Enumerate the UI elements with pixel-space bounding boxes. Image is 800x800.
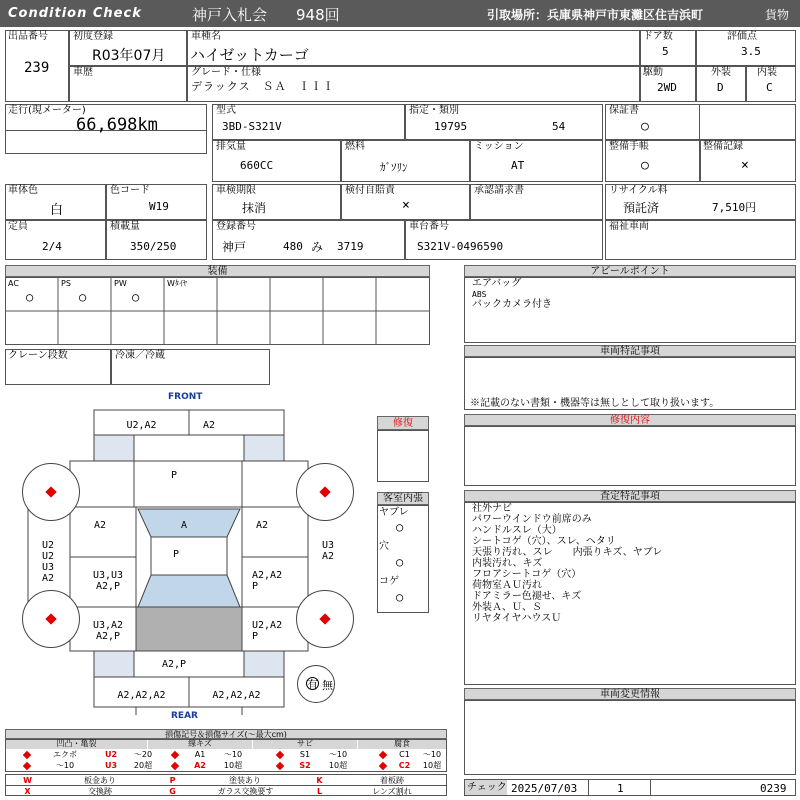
right-a-pillar <box>242 507 308 557</box>
wheel-front-left <box>22 463 80 521</box>
mark-hood: P <box>170 470 178 481</box>
legend-group-1: 凹凸・亀裂 <box>6 740 147 749</box>
legend-w-code: W <box>23 776 32 785</box>
pickup-location: 引取場所：兵庫県神戸市東灘区住吉浜町 <box>487 8 704 22</box>
regno-kana: み <box>311 240 324 254</box>
equip-pw-mark: ○ <box>132 290 140 304</box>
fuel-value: ｶﾞｿﾘﾝ <box>380 161 408 174</box>
legend-x-code: X <box>24 787 31 796</box>
legend-row1-8: C1 <box>399 750 410 759</box>
wheel-damage-icon <box>45 486 56 497</box>
legend-row1-1: エクボ <box>53 750 77 759</box>
color-code-value: W19 <box>149 200 169 213</box>
repair-detail-box <box>464 426 796 486</box>
vehicle-name: ハイゼットカーゴ <box>190 46 309 64</box>
equipment-grid <box>5 277 430 345</box>
wheel-rear-right <box>296 590 354 648</box>
legend-g-code: G <box>169 787 176 796</box>
change-header: 車両変更情報 <box>464 688 796 700</box>
interior-hole-label: 穴 <box>379 541 389 552</box>
mark-tail: A2,P <box>161 659 187 670</box>
mileage-value: 66,698km <box>76 115 158 135</box>
model-value: 3BD-S321V <box>222 120 282 133</box>
mark-bottom-right: A2,A2,A2 <box>212 690 261 701</box>
drive-value: 2WD <box>657 81 677 94</box>
session-number: 948回 <box>296 6 340 24</box>
mark-bottom-left: A2,A2,A2 <box>117 690 166 701</box>
left-a-pillar <box>70 507 136 557</box>
rear-label: REAR <box>171 711 198 721</box>
displacement-value: 660CC <box>240 159 274 172</box>
history-label: 車歴 <box>73 67 93 78</box>
interior-header: 客室内張 <box>377 492 429 505</box>
legend-row1-5: 〜10 <box>223 750 243 759</box>
check-id: 0239 <box>760 782 787 795</box>
note-line-4: シートコゲ（穴）、スレ、ヘタリ <box>472 536 616 547</box>
wheel-damage-icon <box>319 613 330 624</box>
freezer-label: 冷凍／冷蔵 <box>115 350 165 361</box>
warranty-value: ○ <box>641 119 649 134</box>
note-line-3: ハンドルスレ（大） <box>472 525 562 536</box>
warranty-divider <box>699 104 700 140</box>
legend-row2-6: S2 <box>299 761 311 770</box>
wheel-damage-icon <box>319 486 330 497</box>
mission-value: AT <box>511 159 525 172</box>
equip-ps-mark: ○ <box>79 290 87 304</box>
check-date: 2025/07/03 <box>511 782 578 795</box>
interior-tear-label: ヤブレ <box>379 507 409 518</box>
recycle-status: 預託済 <box>623 201 660 215</box>
left-fender-front <box>70 461 136 507</box>
legend-group-2: 線キズ <box>148 740 252 749</box>
mark-right-side: U3 A2 <box>321 540 335 562</box>
crane-label: クレーン段数 <box>8 350 68 361</box>
check-count: 1 <box>617 782 624 795</box>
appeal-line-3: バックカメラ付き <box>472 299 552 310</box>
color-code-label: 色コード <box>110 185 150 196</box>
legend-p-text: 塗装あり <box>229 776 261 785</box>
equip-wtire-label: Wﾀｲﾔ <box>167 279 187 288</box>
interior-burn-mark: ○ <box>396 590 404 604</box>
mark-left-side: U2 U2 U3 A2 <box>41 540 55 584</box>
mark-right-a: A2 <box>255 520 269 531</box>
appeal-line-1: エアバッグ <box>472 278 522 289</box>
interior-burn-label: コゲ <box>379 576 399 587</box>
interior-hole-mark: ○ <box>396 555 404 569</box>
mission-label: ミッション <box>474 141 524 152</box>
note-line-6: 内装汚れ、キズ <box>472 558 543 569</box>
legend-row1-2: U2 <box>104 750 118 759</box>
footer-divider-2 <box>650 779 651 796</box>
legend-g-text: ガラス交換要す <box>217 787 274 796</box>
wheel-damage-icon <box>45 613 56 624</box>
designation-label: 指定・類別 <box>409 105 459 116</box>
legend-l-code: L <box>316 787 323 796</box>
inspection-notes-header: 査定特記事項 <box>464 490 796 502</box>
welfare-label: 福祉車両 <box>609 221 649 232</box>
mark-top-left: U2,A2 <box>126 420 157 431</box>
appeal-header: アピールポイント <box>464 265 796 277</box>
spare-none: 無 <box>322 679 333 692</box>
auction-name: 神戸入札会 <box>192 6 268 24</box>
score-label: 評価点 <box>727 31 757 42</box>
legend-row2-5: 10超 <box>223 761 243 770</box>
note-line-10: 外装Ａ、Ｕ、Ｓ <box>472 602 542 613</box>
legend-row1-9: 〜10 <box>422 750 442 759</box>
legend-row2-3: 20超 <box>133 761 153 770</box>
inspection-label: 車検期限 <box>216 185 256 196</box>
legend-row2-2: U3 <box>104 761 118 770</box>
model-label: 型式 <box>216 105 236 116</box>
mark-left-a: A2 <box>93 520 107 531</box>
mark-left-door-2: U3,A2 A2,P <box>92 620 124 642</box>
front-left-corner <box>94 435 134 461</box>
legend-k-text: 着板跡 <box>380 776 404 785</box>
name-label: 車種名 <box>191 31 221 42</box>
equip-ac-mark: ○ <box>26 290 34 304</box>
equip-ps-label: PS <box>61 279 71 288</box>
ext-label: 外装 <box>711 67 731 78</box>
legend-group-3: サビ <box>253 740 357 749</box>
reg-label: 初度登録 <box>73 31 113 42</box>
first-registration: R03年07月 <box>92 48 166 64</box>
capacity-label: 定員 <box>8 221 28 232</box>
mileage-label: 走行(現メーター) <box>8 105 86 116</box>
doors-value: 5 <box>662 45 669 58</box>
designation-value: 19795 <box>434 120 468 133</box>
legend-p-code: P <box>169 776 176 785</box>
legend-group-4: 腐食 <box>358 740 446 749</box>
legend-row2-9: 10超 <box>422 761 442 770</box>
legend-row1-7: 〜10 <box>328 750 348 759</box>
legend-row1-3: 〜20 <box>133 750 153 759</box>
ext-value: D <box>717 81 724 94</box>
category-number: 54 <box>552 120 566 133</box>
equip-ac-label: AC <box>8 279 19 288</box>
note-line-2: パワーウインドウ前席のみ <box>472 514 592 525</box>
mark-windshield: A <box>180 520 188 531</box>
legend-bottom-divider <box>5 785 447 786</box>
drive-label: 駆動 <box>643 67 663 78</box>
grade-value: デラックス ＳＡ ＩＩＩ <box>191 80 335 93</box>
legend-row2-8: C2 <box>398 761 411 770</box>
note-line-7: フロアシートコゲ（穴） <box>472 569 582 580</box>
doors-label: ドア数 <box>643 31 673 42</box>
repair-detail-header: 修復内容 <box>464 414 796 426</box>
footer-divider-1 <box>588 779 589 796</box>
repair-header: 修復 <box>377 416 429 430</box>
mark-roof: P <box>172 549 180 560</box>
check-label: チェック <box>467 782 507 793</box>
front-grille <box>134 435 244 461</box>
note-line-8: 荷物室ＡＵ汚れ <box>472 580 542 591</box>
legend-row2-4: A2 <box>194 761 206 770</box>
mark-right-door-1: A2,A2 P <box>252 570 283 592</box>
legend-row2-7: 10超 <box>328 761 348 770</box>
lot-label: 出品番号 <box>8 31 48 42</box>
color-label: 車体色 <box>8 185 38 196</box>
note-line-5: 天張り汚れ、スレ 内張りキズ、ヤブレ <box>472 547 663 558</box>
regno-number: 3719 <box>337 240 364 253</box>
interior-tear-mark: ○ <box>396 520 404 534</box>
int-label: 内装 <box>757 67 777 78</box>
legend-k-code: K <box>316 776 323 785</box>
int-value: C <box>766 81 773 94</box>
wheel-rear-left <box>22 590 80 648</box>
wheel-front-right <box>296 463 354 521</box>
fuel-label: 燃料 <box>345 141 365 152</box>
note-line-9: ドアミラー色褪せ、キズ <box>472 591 582 602</box>
equipment-header: 装備 <box>5 265 430 277</box>
load-label: 積載量 <box>110 221 140 232</box>
front-right-corner <box>244 435 284 461</box>
mark-top-right: A2 <box>202 420 216 431</box>
rear-right-corner <box>244 651 284 677</box>
chassis-value: S321V-0496590 <box>417 240 504 253</box>
special-note: ※記載のない書類・機器等は無しとして取り扱います。 <box>470 398 720 409</box>
appeal-line-2: ABS <box>472 290 487 299</box>
insurance-value: × <box>402 198 410 213</box>
change-box <box>464 700 796 775</box>
lot-number: 239 <box>24 60 50 76</box>
displacement-label: 排気量 <box>216 141 246 152</box>
legend-l-text: レンズ割れ <box>372 787 412 796</box>
special-header: 車両特記事項 <box>464 345 796 357</box>
chassis-label: 車台番号 <box>409 221 449 232</box>
grade-label: グレード・仕様 <box>191 67 261 78</box>
legend-w-text: 板金あり <box>84 776 116 785</box>
capacity-value: 2/4 <box>42 240 62 253</box>
score-value: 3.5 <box>741 45 761 58</box>
color-value: 白 <box>50 203 64 218</box>
rear-left-corner <box>94 651 134 677</box>
legend-row2-1: 〜10 <box>55 761 75 770</box>
brand-title: Condition Check <box>8 6 142 21</box>
legend-header: 損傷記号＆損傷サイズ(〜最大cm) <box>5 729 447 739</box>
legend-x-text: 交換跡 <box>88 787 112 796</box>
rear-glass <box>138 575 240 607</box>
regno-label: 登録番号 <box>216 221 256 232</box>
insurance-label: 検付自賠責 <box>345 185 395 196</box>
record-value: × <box>741 158 749 173</box>
note-line-11: リヤタイヤハウスＵ <box>472 613 562 624</box>
legend-row1-4: A1 <box>194 750 206 759</box>
approval-label: 承認請求書 <box>474 185 524 196</box>
mark-right-door-2: U2,A2 P <box>252 620 283 642</box>
equip-pw-label: PW <box>114 279 127 288</box>
manual-value: ○ <box>641 158 649 173</box>
note-line-1: 社外ナビ <box>472 503 512 514</box>
repair-box <box>377 430 429 482</box>
warranty-label: 保証書 <box>609 105 639 116</box>
vehicle-category: 貨物 <box>765 8 790 22</box>
spare-present: 有 <box>307 678 318 691</box>
legend-row1-6: S1 <box>299 750 311 759</box>
front-label: FRONT <box>168 392 203 402</box>
recycle-label: リサイクル料 <box>609 185 668 196</box>
inspection-value: 抹消 <box>242 201 267 215</box>
hood <box>134 461 244 507</box>
cargo-floor <box>136 607 242 651</box>
load-value: 350/250 <box>130 240 177 253</box>
regno-area: 神戸 <box>222 240 247 254</box>
record-label: 整備記録 <box>703 141 743 152</box>
manual-label: 整備手帳 <box>609 141 649 152</box>
regno-class: 480 <box>283 240 303 253</box>
mark-left-door-1: U3,U3 A2,P <box>92 570 124 592</box>
recycle-fee: 7,510円 <box>712 201 757 214</box>
